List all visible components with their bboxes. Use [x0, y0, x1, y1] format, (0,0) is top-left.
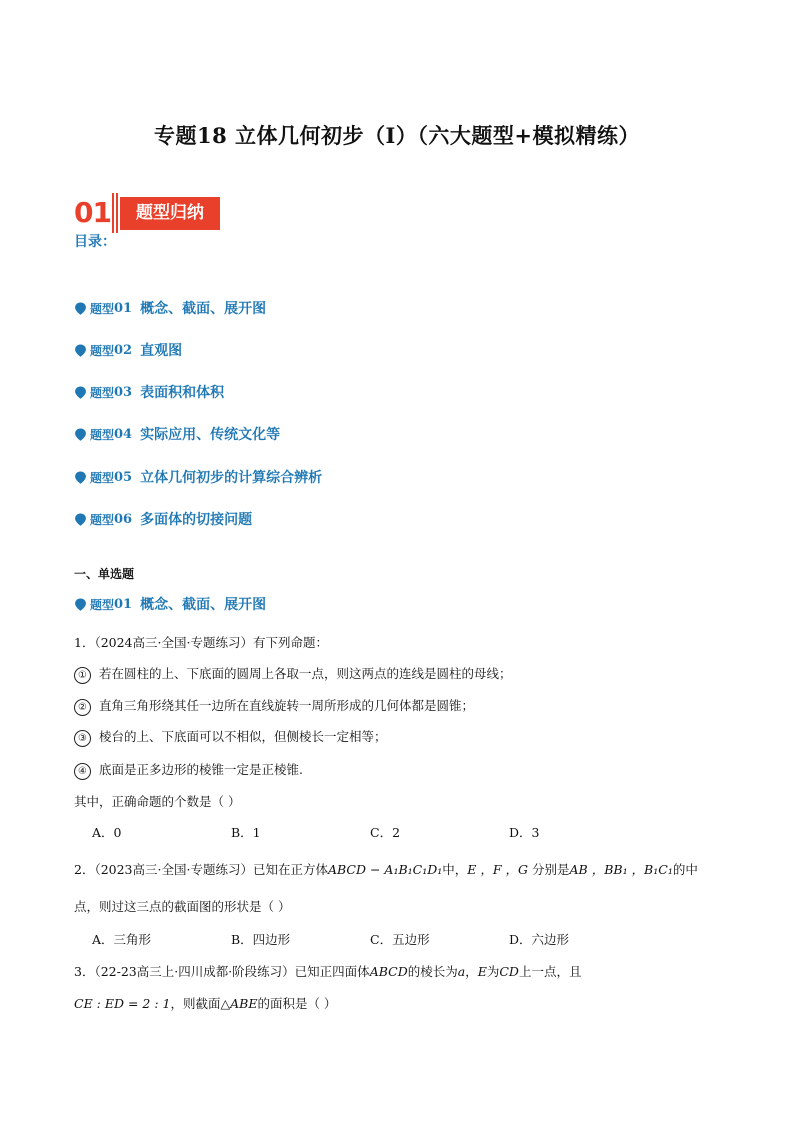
location-pin-icon [74, 428, 87, 441]
toc-heading: 目录： [74, 234, 116, 250]
option-a[interactable]: A．三角形 [92, 932, 152, 947]
toc-tag: 题型 [90, 385, 115, 400]
location-pin-icon [74, 598, 87, 611]
q3-line2: ，则截面 [170, 996, 221, 1011]
toc-tag: 题型 [90, 427, 115, 442]
type-tag: 题型 [90, 597, 115, 612]
proposition-mark: ② [74, 699, 91, 716]
section-divider [112, 193, 114, 233]
type-text: 概念、截面、展开图 [140, 597, 267, 613]
toc-num: 02 [114, 342, 133, 358]
proposition-mark: ④ [74, 763, 91, 780]
option-d[interactable]: D．3 [509, 825, 540, 840]
toc-item[interactable] [74, 382, 224, 402]
toc-tag: 题型 [90, 470, 115, 485]
location-pin-icon [74, 302, 87, 315]
proposition-mark: ① [74, 667, 91, 684]
toc-tag: 题型 [90, 512, 115, 527]
proposition [74, 664, 512, 684]
toc-item[interactable] [74, 509, 252, 529]
toc-item[interactable] [74, 340, 182, 360]
proposition-text: 若在圆柱的上、下底面的圆周上各取一点，则这两点的连线是圆柱的母线； [99, 666, 512, 681]
toc-item[interactable] [74, 298, 266, 318]
question-3-stem [74, 962, 581, 980]
q2-edges: AB ，BB₁ ，B₁C₁ [569, 862, 673, 877]
q2-prefix: 2．（2023高三·全国·专题练习）已知在正方体 [74, 862, 328, 877]
proposition-text: 直角三角形绕其任一边所在直线旋转一周所形成的几何体都是圆锥； [99, 698, 475, 713]
toc-text: 实际应用、传统文化等 [140, 427, 281, 443]
section-label: 题型归纳 [120, 197, 220, 230]
q2-cube: ABCD − A₁B₁C₁D₁ [327, 862, 443, 877]
toc-text: 多面体的切接问题 [140, 512, 253, 528]
question-1-stem: 1．（2024高三·全国·专题练习）有下列命题： [74, 635, 328, 650]
question-1-ask: 其中，正确命题的个数是（ ） [74, 794, 241, 809]
option-c[interactable]: C．2 [370, 825, 401, 840]
toc-tag: 题型 [90, 301, 115, 316]
toc-num: 03 [114, 384, 133, 400]
q3-mid2: ， [465, 964, 478, 979]
question-type-header [74, 594, 266, 614]
proposition [74, 760, 303, 780]
proposition-mark: ③ [74, 730, 91, 747]
q3-prefix: 3．（22-23高三上·四川成都·阶段练习）已知正四面体 [74, 964, 370, 979]
q2-mid: 中， [442, 862, 468, 877]
q3-mid: 的棱长为 [407, 964, 458, 979]
q3-line2end: 的面积是（ ） [257, 996, 337, 1011]
page-title: 专题18 立体几何初步（Ⅰ）（六大题型+模拟精练） [154, 123, 640, 148]
part-heading: 一、单选题 [74, 567, 135, 581]
location-pin-icon [74, 344, 87, 357]
toc-text: 立体几何初步的计算综合辨析 [140, 470, 323, 486]
type-num: 01 [114, 596, 133, 612]
toc-text: 概念、截面、展开图 [140, 301, 267, 317]
toc-num: 06 [114, 511, 133, 527]
q3-tet: ABCD [369, 964, 408, 979]
proposition [74, 727, 387, 747]
location-pin-icon [74, 513, 87, 526]
option-b[interactable]: B．1 [231, 825, 261, 840]
toc-text: 直观图 [140, 343, 183, 359]
toc-item[interactable] [74, 467, 322, 487]
toc-num: 01 [114, 300, 133, 316]
question-1-options [92, 823, 648, 841]
q3-mid3: 为 [486, 964, 500, 979]
q2-end: 的中 [672, 862, 698, 877]
option-a[interactable]: A．0 [92, 825, 122, 840]
question-3-line2 [74, 994, 336, 1012]
q3-e: E [477, 964, 487, 979]
option-d[interactable]: D．六边形 [509, 932, 570, 947]
toc-tag: 题型 [90, 343, 115, 358]
q3-tri: △ABE [220, 996, 258, 1011]
location-pin-icon [74, 386, 87, 399]
option-c[interactable]: C．五边形 [370, 932, 430, 947]
toc-text: 表面积和体积 [140, 385, 225, 401]
toc-num: 05 [114, 469, 133, 485]
location-pin-icon [74, 471, 87, 484]
proposition [74, 696, 474, 716]
q3-a: a [457, 964, 466, 979]
question-2-stem [74, 860, 698, 878]
toc-num: 04 [114, 426, 133, 442]
section-divider [116, 193, 118, 233]
proposition-text: 底面是正多边形的棱锥一定是正棱锥. [99, 762, 303, 777]
q2-mid2: 分别是 [532, 862, 570, 877]
proposition-text: 棱台的上、下底面可以不相似，但侧棱长一定相等； [99, 729, 387, 744]
question-2-options [92, 930, 648, 948]
q3-cd: CD [499, 964, 519, 979]
option-b[interactable]: B．四边形 [231, 932, 291, 947]
toc-item[interactable] [74, 424, 280, 444]
q2-points: E ，F ，G [467, 862, 529, 877]
section-number: 01 [74, 196, 111, 229]
question-2-line2: 点，则过这三点的截面图的形状是（ ） [74, 899, 291, 914]
q3-ratio: CE : ED = 2 : 1 [74, 996, 171, 1011]
q3-end: 上一点，且 [518, 964, 582, 979]
